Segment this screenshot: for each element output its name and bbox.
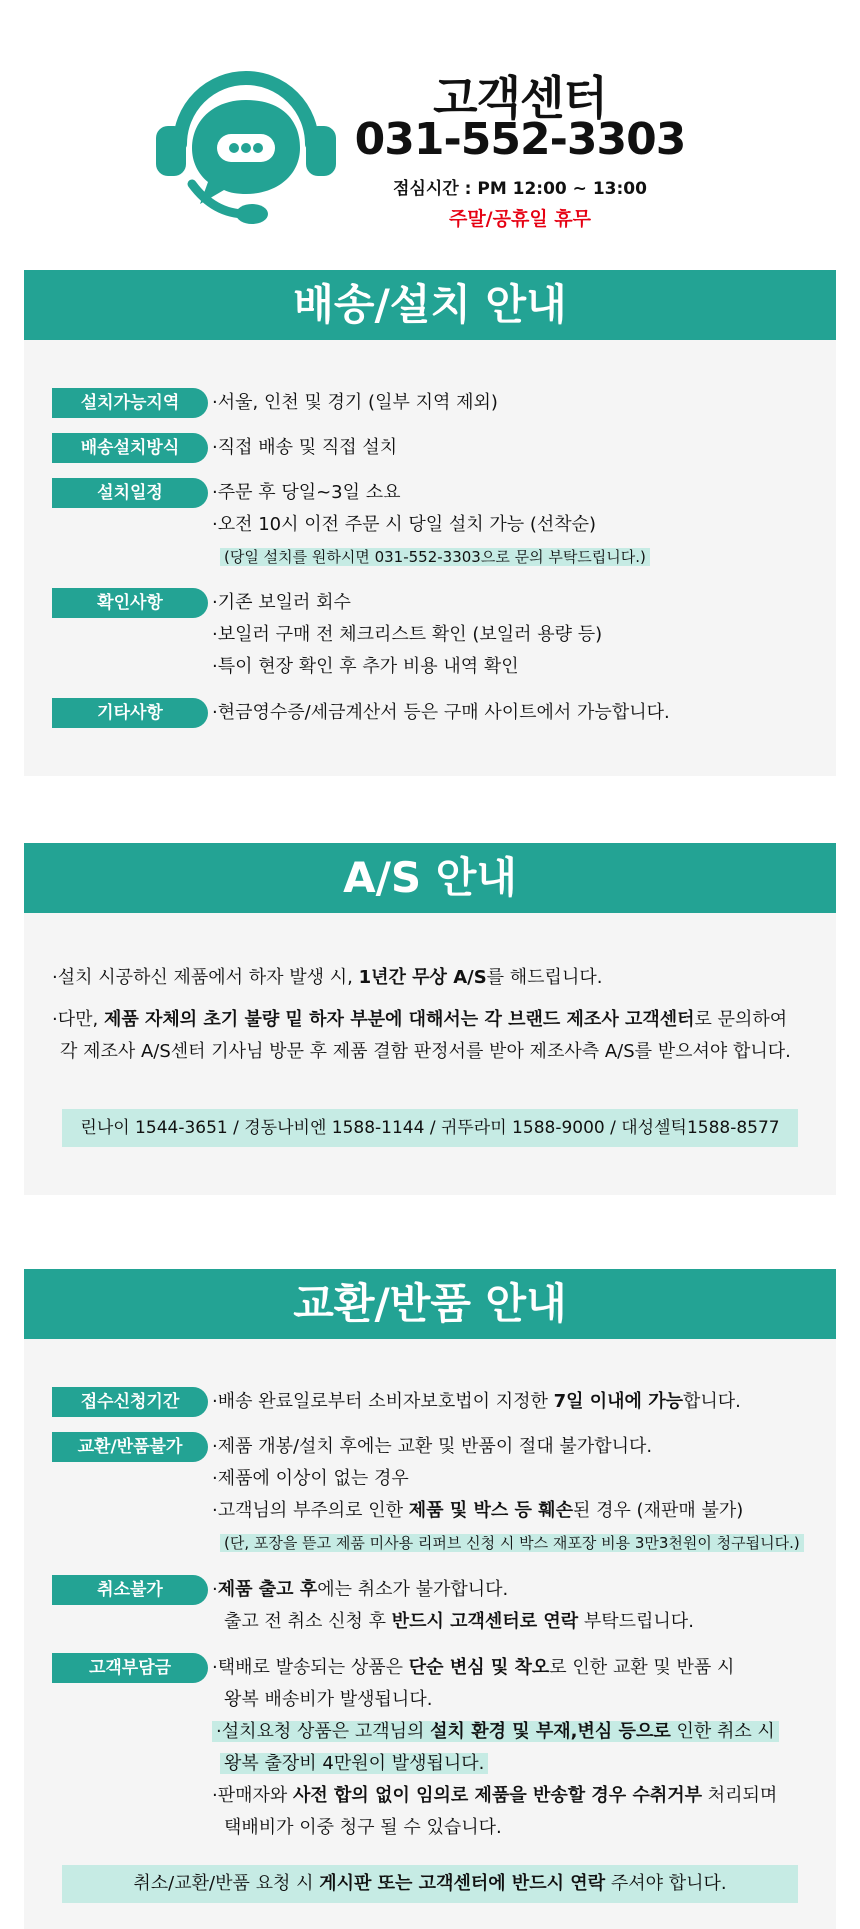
delivery-section <box>24 270 836 776</box>
check-items-line-1: ·기존 보일러 회수 <box>212 592 351 613</box>
headset-chat-icon <box>154 66 338 230</box>
no-exchange-line-3: ·고객님의 부주의로 인한 제품 및 박스 등 훼손된 경우 (재판매 불가) <box>212 1500 744 1521</box>
exchange-section-title: 교환/반품 안내 <box>24 1269 836 1339</box>
tag-customer-charge: 고객부담금 <box>52 1653 208 1683</box>
customer-charge-line-1: ·택배로 발송되는 상품은 단순 변심 및 착오로 인한 교환 및 반품 시 <box>212 1657 735 1678</box>
check-items-line-2: ·보일러 구매 전 체크리스트 확인 (보일러 용량 등) <box>212 624 603 645</box>
tag-other: 기타사항 <box>52 698 208 728</box>
as-section-title: A/S 안내 <box>24 843 836 913</box>
tag-install-area: 설치가능지역 <box>52 388 208 418</box>
as-brand-contacts: 린나이 1544-3651 / 경동나비엔 1588-1144 / 귀뚜라미 1588-9000 / 대성셀틱1588-8577 <box>62 1109 798 1147</box>
no-exchange-line-2: ·제품에 이상이 없는 경우 <box>212 1468 409 1489</box>
refurb-note: (단, 포장을 뜯고 제품 미사용 리퍼브 신청 시 박스 재포장 비용 3만3천원이 청구됩니다.) <box>220 1534 804 1552</box>
check-items-line-3: ·특이 현장 확인 후 추가 비용 내역 확인 <box>212 656 519 677</box>
holiday-notice: 주말/공휴일 휴무 <box>448 208 592 230</box>
no-exchange-line-1: ·제품 개봉/설치 후에는 교환 및 반품이 절대 불가합니다. <box>212 1436 653 1457</box>
install-schedule-line-1: ·주문 후 당일~3일 소요 <box>212 482 401 503</box>
install-area-text: ·서울, 인천 및 경기 (일부 지역 제외) <box>212 392 498 413</box>
customer-charge-line-3: ·설치요청 상품은 고객님의 설치 환경 및 부재,변심 등으로 인한 취소 시 <box>212 1719 779 1745</box>
as-line-3: 각 제조사 A/S센터 기사님 방문 후 제품 결함 판정서를 받아 제조사측 A/S를 받으셔야 합니다. <box>60 1041 791 1062</box>
tag-check-items: 확인사항 <box>52 588 208 618</box>
as-section <box>24 843 836 1195</box>
tag-delivery-method: 배송설치방식 <box>52 433 208 463</box>
lunch-hours: 점심시간 : PM 12:00 ~ 13:00 <box>393 179 647 199</box>
install-schedule-note: (당일 설치를 원하시면 031-552-3303으로 문의 부탁드립니다.) <box>220 548 650 566</box>
delivery-section-title: 배송/설치 안내 <box>24 270 836 340</box>
tag-request-period: 접수신청기간 <box>52 1387 208 1417</box>
as-line-1: ·설치 시공하신 제품에서 하자 발생 시, 1년간 무상 A/S를 해드립니다. <box>52 967 603 988</box>
install-schedule-line-2: ·오전 10시 이전 주문 시 당일 설치 가능 (선착순) <box>212 514 597 535</box>
customer-charge-line-5: ·판매자와 사전 합의 없이 임의로 제품을 반송할 경우 수취거부 처리되며 <box>212 1785 778 1806</box>
customer-center-phone[interactable]: 031-552-3303 <box>354 114 686 165</box>
customer-charge-line-2: 왕복 배송비가 발생됩니다. <box>224 1689 433 1710</box>
customer-charge-line-6: 택배비가 이중 청구 될 수 있습니다. <box>224 1817 502 1838</box>
tag-no-cancel: 취소불가 <box>52 1575 208 1605</box>
tag-no-exchange: 교환/반품불가 <box>52 1432 208 1462</box>
as-line-2: ·다만, 제품 자체의 초기 불량 밑 하자 부분에 대해서는 각 브랜드 제조사 고객센터로 문의하여 <box>52 1009 788 1030</box>
other-text: ·현금영수증/세금계산서 등은 구매 사이트에서 가능합니다. <box>212 702 670 723</box>
no-cancel-line-1: ·제품 출고 후에는 취소가 불가합니다. <box>212 1579 509 1600</box>
request-period-text: ·배송 완료일로부터 소비자보호법이 지정한 7일 이내에 가능합니다. <box>212 1391 741 1412</box>
contact-notice-band: 취소/교환/반품 요청 시 게시판 또는 고객센터에 반드시 연락 주셔야 합니다. <box>62 1865 798 1903</box>
no-cancel-line-2: 출고 전 취소 신청 후 반드시 고객센터로 연락 부탁드립니다. <box>224 1611 694 1632</box>
tag-install-schedule: 설치일정 <box>52 478 208 508</box>
exchange-section <box>24 1269 836 1929</box>
customer-center-title: 고객센터 <box>433 71 607 125</box>
delivery-method-text: ·직접 배송 및 직접 설치 <box>212 437 398 458</box>
customer-charge-line-4: 왕복 출장비 4만원이 발생됩니다. <box>220 1751 488 1777</box>
